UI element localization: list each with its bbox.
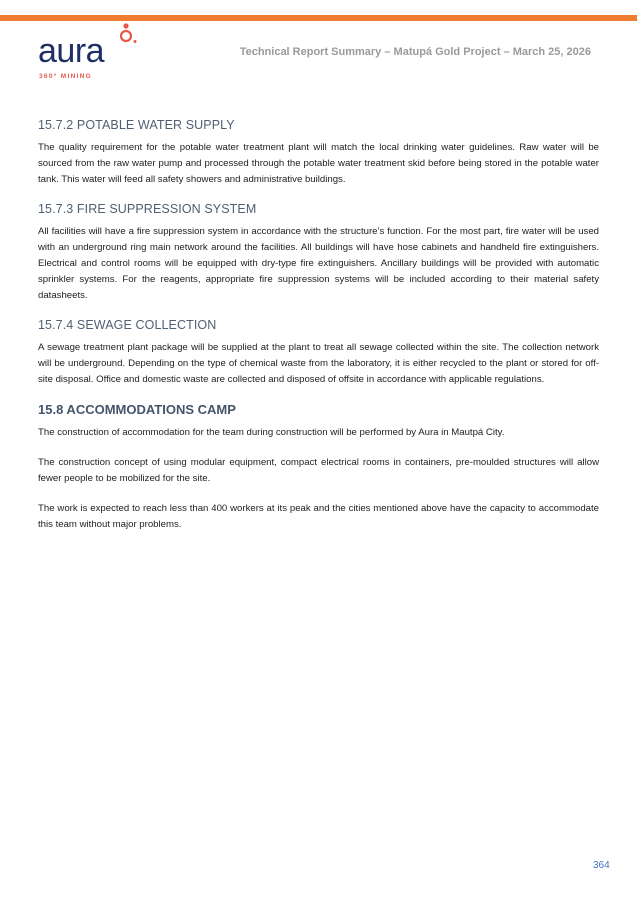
paragraph: The quality requirement for the potable water treatment plant will match the local drinking water guidelines. Raw water will be sourced from the raw water pump and processed through the potable water treatment skid before being stored in the potable water tank. This water will feed all safety showers and administrative buildings. <box>38 142 599 185</box>
paragraph: The construction of accommodation for the team during construction will be performed by Aura in Mautpá City. <box>38 427 505 438</box>
section-heading: 15.7.3 FIRE SUPPRESSION SYSTEM <box>38 202 257 216</box>
paragraph: The construction concept of using modular equipment, compact electrical rooms in containers, pre-moulded structures will allow fewer people to be mobilized for the site. <box>38 457 599 484</box>
section-accommodations-camp <box>38 402 599 533</box>
section-potable-water-supply <box>38 118 599 188</box>
page-number: 364 <box>593 860 610 871</box>
paragraph: A sewage treatment plant package will be supplied at the plant to treat all sewage collected within the site. The collection network will be underground. Depending on the type of chemical waste from the laboratory, it is either recycled to the plant or stored for off-site disposal. Office and domestic waste are collected and disposed of offsite in accordance with applicable regulations. <box>38 342 599 385</box>
logo-tagline: 360° MINING <box>39 73 93 80</box>
document-body <box>38 118 599 547</box>
logo-mark-icon <box>118 22 142 46</box>
section-heading-main: 15.8 ACCOMMODATIONS CAMP <box>38 402 236 417</box>
section-heading: 15.7.4 SEWAGE COLLECTION <box>38 318 217 332</box>
aura-logo <box>38 22 158 84</box>
section-sewage-collection <box>38 318 599 388</box>
report-header-title: Technical Report Summary – Matupá Gold Project – March 25, 2026 <box>239 46 591 58</box>
section-heading: 15.7.2 POTABLE WATER SUPPLY <box>38 118 235 132</box>
logo-wordmark: aura <box>38 32 105 70</box>
header-accent-bar <box>0 15 637 21</box>
paragraph: All facilities will have a fire suppression system in accordance with the structure’s function. For the most part, fire water will be used with an underground ring main network around the facilities. All buildings will have hose cabinets and handheld fire extinguishers. Electrical and control rooms will be equipped with dry-type fire extinguishers. Ancillary buildings will be provided with automatic sprinkler systems. For the reagents, appropriate fire suppression systems will be included according to their material safety datasheets. <box>38 226 599 301</box>
section-fire-suppression-system <box>38 202 599 304</box>
paragraph: The work is expected to reach less than 400 workers at its peak and the cities mentioned above have the capacity to accommodate this team without major problems. <box>38 503 599 530</box>
